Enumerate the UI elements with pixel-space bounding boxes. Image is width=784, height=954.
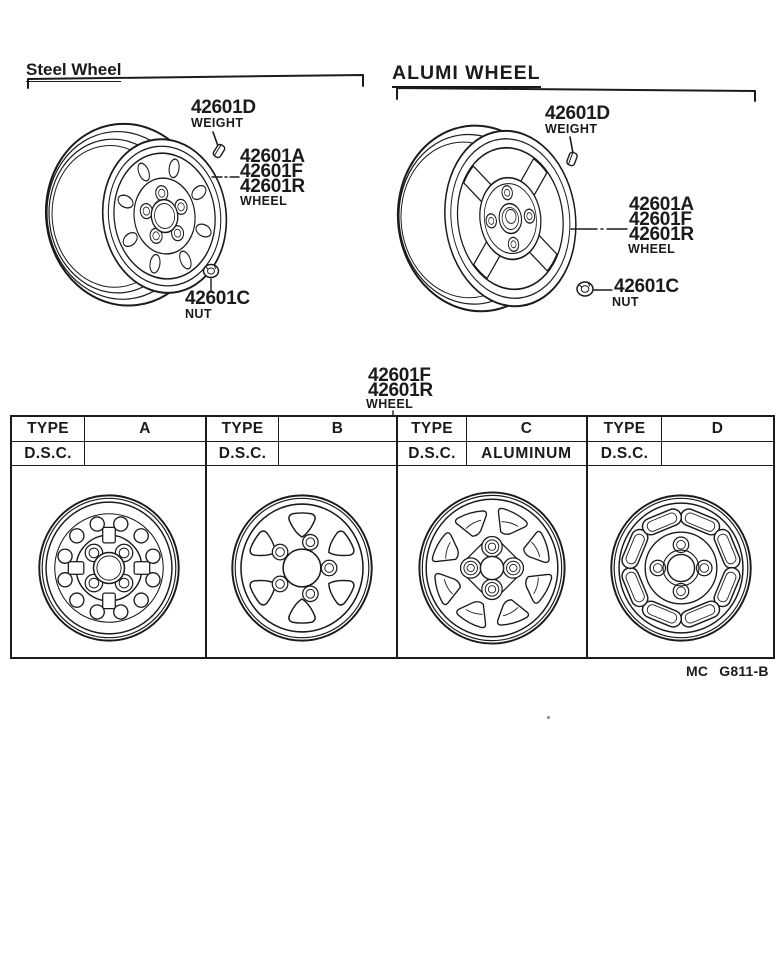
scan-speck [547,716,550,719]
wheel-type-a-drawing [17,476,201,660]
alumi-wheel-bracket [397,88,755,101]
steel-wheel-part-f: 42601F [240,161,303,182]
dsc-header-a: D.S.C. [12,442,85,466]
type-header-d: TYPE [588,417,662,442]
type-header-a: TYPE [12,417,85,442]
alumi-weight-caption: WEIGHT [545,122,598,136]
dsc-value-b [279,442,398,466]
steel-wheel-caption: WHEEL [240,194,288,208]
alumi-weight-part-number: 42601D [545,103,610,124]
steel-weight-clip-icon [212,143,226,158]
alumi-wheel-part-f: 42601F [629,209,692,230]
alumi-weight-clip-icon [566,152,578,167]
wheel-type-c-drawing [400,476,584,660]
steel-weight-part-number: 42601D [191,97,256,118]
steel-wheel-title: Steel Wheel [26,60,121,82]
type-letter-d: D [662,417,773,442]
wheel-cell-a [12,466,207,657]
alumi-nut-part-number: 42601C [614,276,679,297]
dsc-header-c: D.S.C. [398,442,467,466]
wheel-cell-c [398,466,588,657]
alumi-wheel-title: ALUMI WHEEL [392,62,541,88]
wheel-type-table [10,415,775,659]
table-wheel-caption: WHEEL [366,397,414,411]
wheel-type-d-drawing [589,476,773,660]
alumi-wheel-part-a: 42601A [629,194,694,215]
alumi-wheel-part-numbers [629,194,694,245]
steel-weight-leader [213,132,218,146]
dsc-header-b: D.S.C. [207,442,279,466]
wheel-type-b-drawing [210,476,394,660]
type-header-b: TYPE [207,417,279,442]
type-letter-b: B [279,417,398,442]
steel-nut-icon [204,265,219,278]
steel-nut-part-number: 42601C [185,288,250,309]
drawing-code: MC G811-B [686,663,769,679]
steel-wheel-drawing [36,112,236,315]
alumi-wheel-part-r: 42601R [629,224,694,245]
type-letter-a: A [85,417,207,442]
steel-nut-caption: NUT [185,307,212,321]
wheel-cell-d [588,466,773,657]
alumi-weight-leader [570,137,573,153]
type-letter-c: C [467,417,588,442]
steel-weight-caption: WEIGHT [191,116,244,130]
table-wheel-part-numbers [368,365,433,401]
table-wheel-part-r: 42601R [368,380,433,401]
dsc-value-c: ALUMINUM [467,442,588,466]
steel-wheel-part-numbers [240,146,305,197]
table-wheel-part-f: 42601F [368,365,431,386]
steel-wheel-part-r: 42601R [240,176,305,197]
alumi-wheel-caption: WHEEL [628,242,676,256]
type-header-c: TYPE [398,417,467,442]
dsc-header-d: D.S.C. [588,442,662,466]
wheel-cell-b [207,466,398,657]
alumi-wheel-drawing [387,114,585,320]
alumi-nut-caption: NUT [612,295,639,309]
steel-wheel-part-a: 42601A [240,146,305,167]
alumi-nut-icon [577,282,593,296]
dsc-value-d [662,442,773,466]
dsc-value-a [85,442,207,466]
